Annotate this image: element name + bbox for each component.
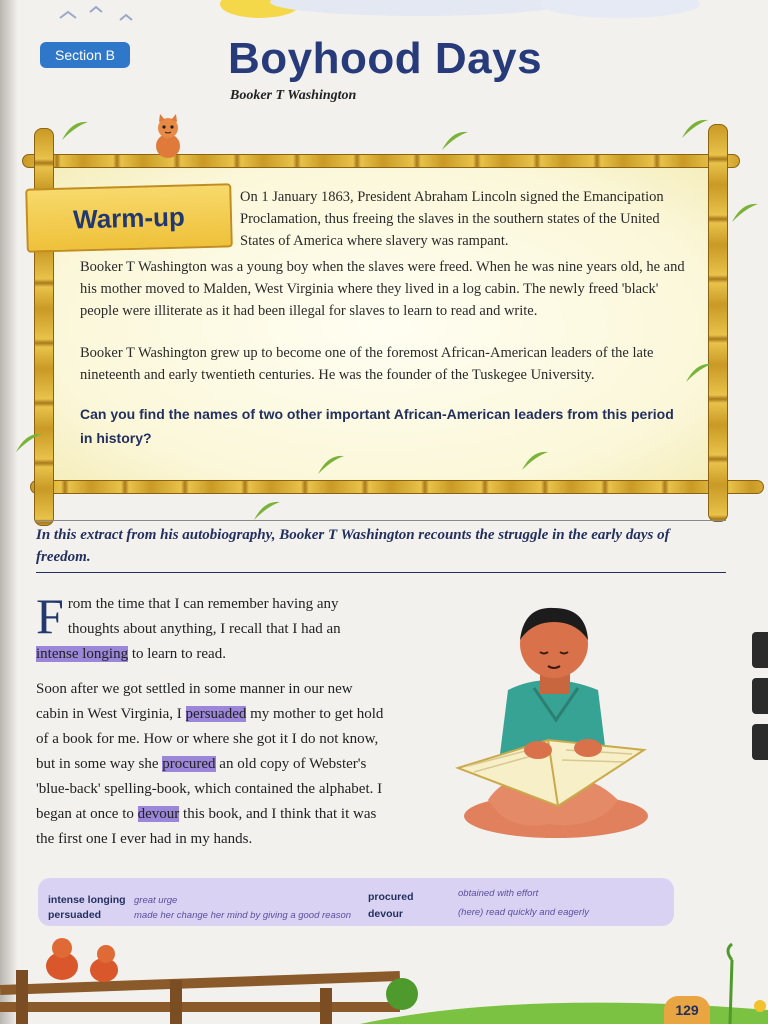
- leaf-icon: [316, 452, 346, 476]
- text-run: rom the time that I can remember having any thoughts about anything, I recall that I had an: [67, 596, 341, 637]
- highlight-persuaded: persuaded: [185, 706, 247, 722]
- glossary-definition: obtained with effort: [458, 888, 539, 899]
- page-title: Boyhood Days: [228, 34, 543, 83]
- glossary-term: intense longing: [48, 894, 126, 906]
- leaf-icon: [680, 116, 710, 140]
- drop-cap: F: [36, 588, 64, 644]
- squirrel-icon: [46, 938, 118, 982]
- boy-reading-illustration: [448, 600, 658, 860]
- glossary-definition: (here) read quickly and eagerly: [458, 907, 589, 918]
- glossary-definition: great urge: [134, 895, 178, 906]
- text-run: this book, and I think that it was the first one I ever had in my hands.: [36, 806, 377, 847]
- extract-intro: In this extract from his autobiography, Booker T Washington recounts the struggle in the early days of freedom.: [36, 524, 726, 573]
- page-number: 129: [664, 996, 710, 1024]
- text-run: my mother to get hold of a book for me. How or where she got it I do not know, but in some way she: [36, 706, 384, 772]
- warmup-sign: Warm-up: [25, 183, 233, 252]
- highlight-intense-longing: intense longing: [36, 646, 129, 662]
- warmup-paragraph-1: On 1 January 1863, President Abraham Lincoln signed the Emancipation Proclamation, thus freeing the slaves in the southern states of the United States of America where slavery was rampant.: [240, 189, 664, 249]
- highlight-devour: devour: [137, 806, 180, 822]
- warmup-paragraph-2: Booker T Washington was a young boy when the slaves were freed. When he was nine years old, he and his mother moved to Malden, West Virginia where they lived in a log cabin. The newly freed 'black' people were illiterate as it had been illegal for slaves to learn to read and write.: [80, 259, 685, 319]
- leaf-icon: [684, 360, 714, 384]
- text-run: Soon after we got settled in some manner in our new cabin in West Virginia, I: [36, 681, 353, 722]
- glossary-term: devour: [368, 908, 404, 920]
- leaf-icon: [252, 498, 282, 522]
- top-decoration: [0, 0, 768, 30]
- cat-icon: [148, 112, 188, 160]
- bamboo-bottom: [30, 480, 764, 494]
- story-text: [36, 588, 386, 852]
- author-name: Booker T Washington: [230, 88, 357, 103]
- page-binding-shadow: [0, 0, 18, 1024]
- divider: [36, 520, 726, 521]
- bamboo-right: [708, 124, 728, 522]
- leaf-icon: [60, 118, 90, 142]
- text-run: to learn to read.: [128, 646, 226, 662]
- warmup-paragraph-3: Booker T Washington grew up to become one of the foremost African-American leaders of the late nineteenth and early twentieth centuries. He was the founder of the Tuskegee University.: [80, 345, 654, 383]
- glossary-term: procured: [368, 891, 414, 903]
- text-run: an old copy of Webster's 'blue-back' spelling-book, which contained the alphabet. I began at once to: [36, 756, 383, 822]
- glossary-box: [38, 878, 674, 926]
- leaf-icon: [520, 448, 550, 472]
- page-edge-tabs: [752, 632, 768, 762]
- story-paragraph-1: [36, 588, 386, 667]
- warmup-question: Can you find the names of two other important African-American leaders from this period in history?: [80, 406, 674, 446]
- leaf-icon: [730, 200, 760, 224]
- story-paragraph-2: [36, 677, 386, 852]
- leaf-icon: [14, 430, 44, 454]
- bamboo-top: [22, 154, 740, 168]
- leaf-icon: [440, 128, 470, 152]
- section-badge: Section B: [40, 42, 130, 68]
- highlight-procured: procured: [162, 756, 216, 772]
- bottom-decoration: [0, 930, 768, 1024]
- glossary-term: persuaded: [48, 909, 102, 921]
- glossary-definition: made her change her mind by giving a good reason: [134, 910, 352, 921]
